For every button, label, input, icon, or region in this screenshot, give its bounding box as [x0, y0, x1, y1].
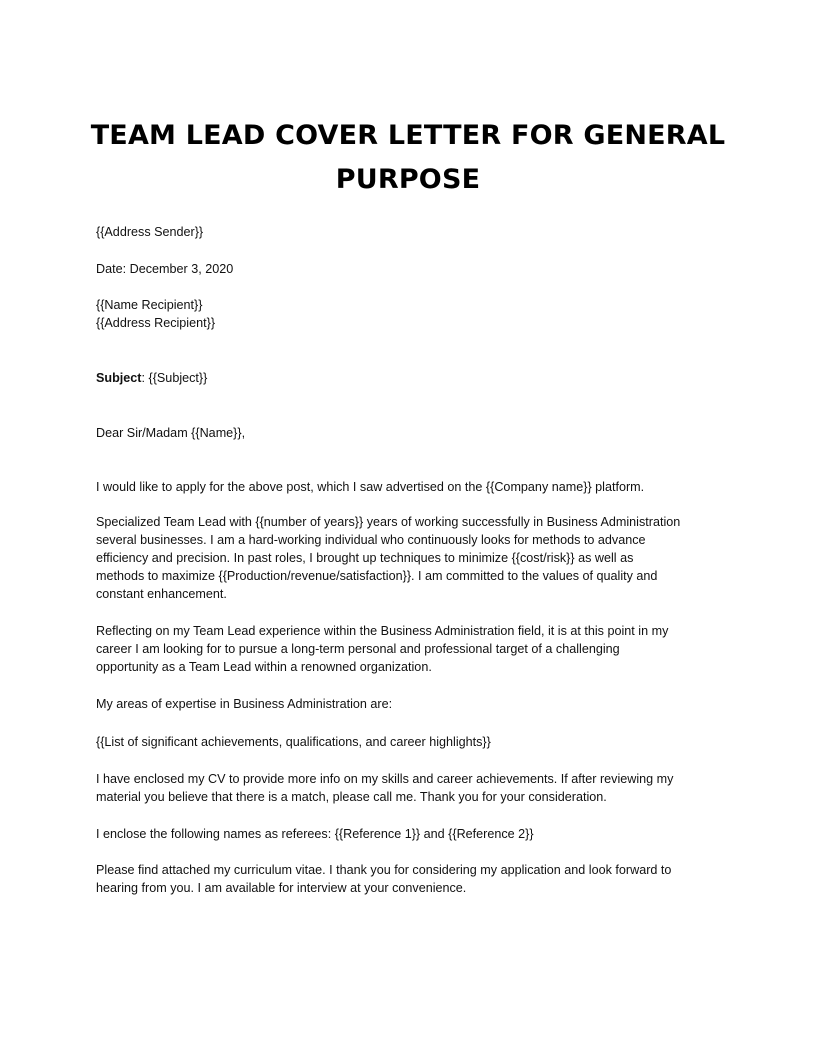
subject-value: : {{Subject}}	[141, 371, 208, 385]
title-line-1: TEAM LEAD COVER LETTER FOR GENERAL	[90, 120, 726, 151]
salutation-text: Dear Sir/Madam {{Name}},	[96, 426, 246, 440]
paragraph-line: Please find attached my curriculum vitae. I thank you for considering my application and look forward to	[96, 863, 672, 877]
letter-date	[96, 260, 720, 278]
sender-address-text: {{Address Sender}}	[96, 225, 204, 239]
paragraph-line: opportunity as a Team Lead within a renowned organization.	[96, 660, 432, 674]
salutation	[96, 424, 720, 442]
paragraph-expertise	[96, 695, 720, 713]
subject-line	[96, 369, 720, 387]
paragraph-line: I enclose the following names as referees: {{Reference 1}} and {{Reference 2}}	[96, 827, 534, 841]
paragraph-line: Specialized Team Lead with {{number of years}} years of working successfully in Business Administration	[96, 515, 681, 529]
recipient-block	[96, 296, 720, 332]
paragraph-referees	[96, 825, 720, 843]
paragraph-line: efficiency and precision. In past roles, I brought up techniques to minimize {{cost/risk}} as well as	[96, 551, 634, 565]
paragraph-reflection	[96, 622, 720, 676]
paragraph-experience	[96, 513, 720, 603]
paragraph-line: hearing from you. I am available for interview at your convenience.	[96, 881, 467, 895]
paragraph-line: My areas of expertise in Business Administration are:	[96, 697, 393, 711]
recipient-name: {{Name Recipient}}	[96, 298, 203, 312]
page-title	[60, 114, 756, 202]
paragraph-line: I have enclosed my CV to provide more info on my skills and career achievements. If after reviewing my	[96, 772, 674, 786]
paragraph-cv	[96, 770, 720, 806]
paragraph-line: methods to maximize {{Production/revenue/satisfaction}}. I am committed to the values of quality and	[96, 569, 658, 583]
date-text: Date: December 3, 2020	[96, 262, 234, 276]
paragraph-line: Reflecting on my Team Lead experience within the Business Administration field, it is at this point in my	[96, 624, 669, 638]
paragraph-line: {{List of significant achievements, qualifications, and career highlights}}	[96, 735, 491, 749]
paragraph-line: constant enhancement.	[96, 587, 227, 601]
paragraph-line: I would like to apply for the above post, which I saw advertised on the {{Company name}} platform.	[96, 480, 645, 494]
title-line-2: PURPOSE	[335, 164, 481, 195]
paragraph-line: career I am looking for to pursue a long-term personal and professional target of a challenging	[96, 642, 620, 656]
paragraph-achievements	[96, 733, 720, 751]
paragraph-intro	[96, 478, 720, 496]
paragraph-closing	[96, 861, 720, 897]
paragraph-line: several businesses. I am a hard-working individual who continuously looks for methods to advance	[96, 533, 646, 547]
recipient-address: {{Address Recipient}}	[96, 316, 216, 330]
paragraph-line: material you believe that there is a match, please call me. Thank you for your consideration.	[96, 790, 607, 804]
subject-label: Subject	[96, 371, 142, 385]
sender-address	[96, 223, 720, 241]
